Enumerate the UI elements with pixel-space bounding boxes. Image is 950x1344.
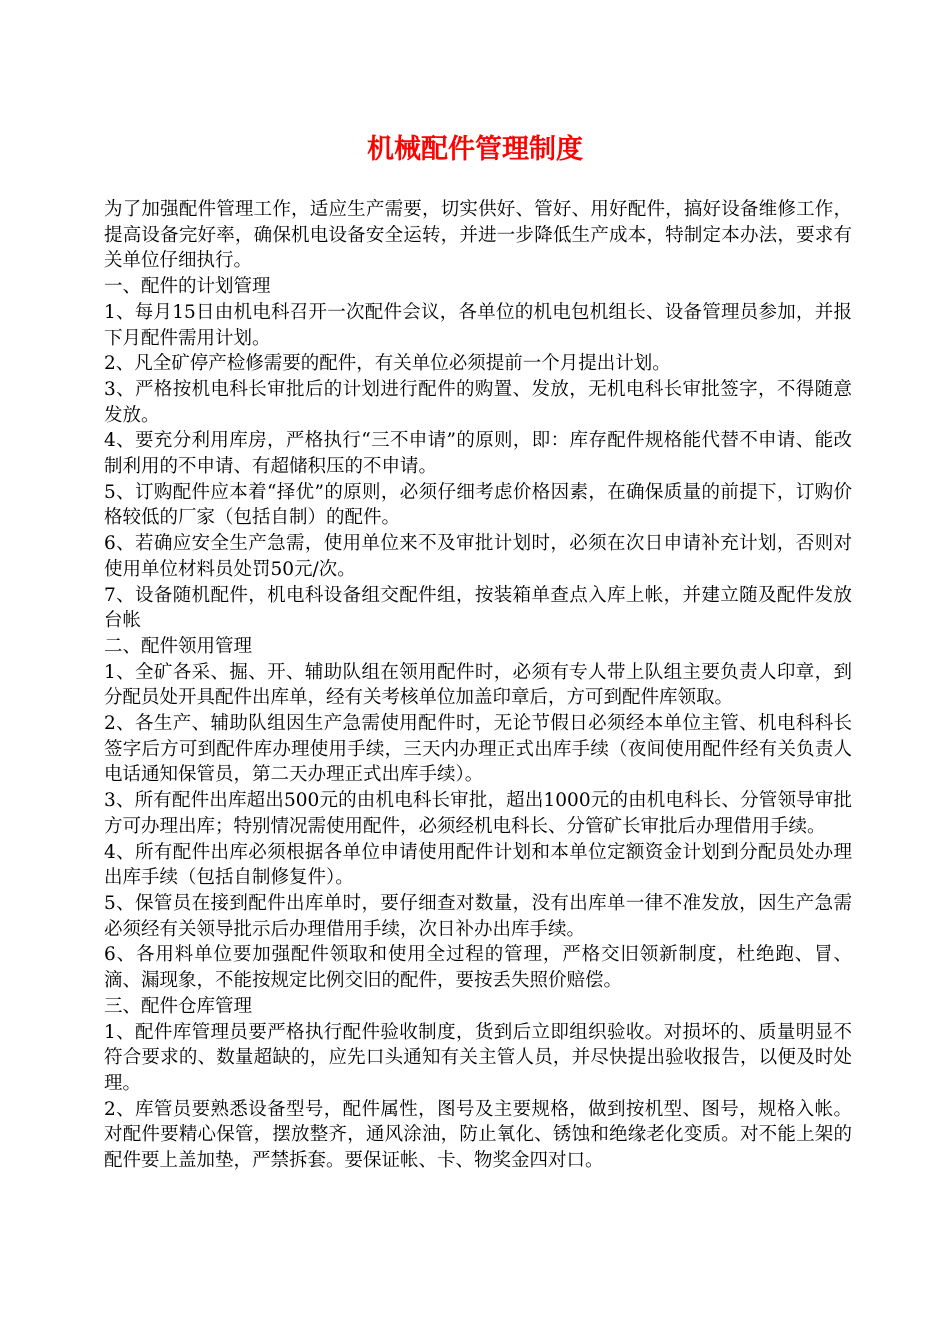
paragraph: 4、所有配件出库必须根据各单位申请使用配件计划和本单位定额资金计划到分配员处办理出库手续（包括自制修复件）。	[104, 841, 852, 889]
section-heading-plan: 一、配件的计划管理	[104, 276, 271, 298]
intro-paragraph: 为了加强配件管理工作，适应生产需要，切实供好、管好、用好配件，搞好设备维修工作，提高设备完好率，确保机电设备安全运转，并进一步降低生产成本，特制定本办法，要求有关单位仔细执行。	[104, 199, 852, 272]
paragraph: 2、各生产、辅助队组因生产急需使用配件时，无论节假日必须经本单位主管、机电科科长签字后方可到配件库办理使用手续，三天内办理正式出库手续（夜间使用配件经有关负责人电话通知保管员，第二天办理正式出库手续）。	[104, 713, 852, 786]
paragraph: 3、所有配件出库超出500元的由机电科长审批，超出1000元的由机电科长、分管领导审批方可办理出库；特别情况需使用配件，必须经机电科长、分管矿长审批后办理借用手续。	[104, 790, 852, 837]
paragraph: 5、保管员在接到配件出库单时，要仔细查对数量，没有出库单一律不准发放，因生产急需必须经有关领导批示后办理借用手续，次日补办出库手续。	[104, 892, 852, 940]
document-body	[104, 197, 852, 1174]
paragraph: 1、配件库管理员要严格执行配件验收制度，货到后立即组织验收。对损坏的、质量明显不符合要求的、数量超缺的，应先口头通知有关主管人员，并尽快提出验收报告，以便及时处理。	[104, 1021, 852, 1094]
paragraph: 7、设备随机配件，机电科设备组交配件组，按装箱单查点入库上帐，并建立随及配件发放台帐	[104, 584, 852, 632]
paragraph: 4、要充分利用库房，严格执行“三不申请”的原则，即：库存配件规格能代替不申请、能改制利用的不申请、有超储积压的不申请。	[104, 430, 852, 478]
paragraph: 6、各用料单位要加强配件领取和使用全过程的管理，严格交旧领新制度，杜绝跑、冒、滴、漏现象，不能按规定比例交旧的配件，要按丢失照价赔偿。	[104, 944, 852, 992]
paragraph: 2、凡全矿停产检修需要的配件，有关单位必须提前一个月提出计划。	[104, 353, 671, 375]
document-title: 机械配件管理制度	[367, 134, 583, 165]
paragraph: 3、严格按机电科长审批后的计划进行配件的购置、发放，无机电科长审批签字，不得随意发放。	[104, 378, 852, 426]
paragraph: 5、订购配件应本着“择优”的原则，必须仔细考虑价格因素，在确保质量的前提下，订购价格较低的厂家（包括自制）的配件。	[104, 481, 852, 529]
section-heading-usage: 二、配件领用管理	[104, 635, 253, 657]
paragraph: 2、库管员要熟悉设备型号，配件属性，图号及主要规格，做到按机型、图号，规格入帐。对配件要精心保管，摆放整齐，通风涂油，防止氧化、锈蚀和绝缘老化变质。对不能上架的配件要上盖加垫，严禁拆套。要保证帐、卡、物奖金四对口。	[104, 1098, 852, 1172]
section-heading-warehouse: 三、配件仓库管理	[104, 995, 253, 1017]
paragraph: 1、每月15日由机电科召开一次配件会议，各单位的机电包机组长、设备管理员参加，并报下月配件需用计划。	[104, 301, 852, 349]
paragraph: 6、若确应安全生产急需，使用单位来不及审批计划时，必须在次日申请补充计划，否则对使用单位材料员处罚50元/次。	[104, 533, 852, 580]
paragraph: 1、全矿各采、掘、开、辅助队组在领用配件时，必须有专人带上队组主要负责人印章，到分配员处开具配件出库单，经有关考核单位加盖印章后，方可到配件库领取。	[104, 661, 852, 709]
